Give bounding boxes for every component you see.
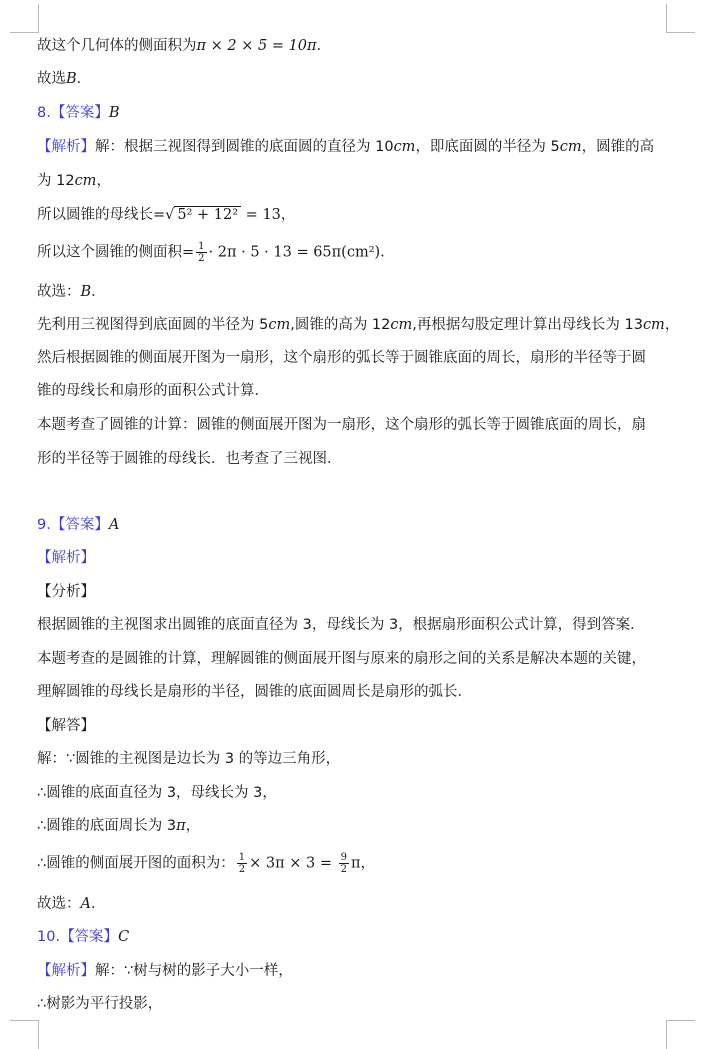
unit: cm	[559, 139, 582, 155]
text-line	[37, 894, 105, 914]
analysis-tag: 【解析】	[37, 963, 95, 979]
text-span: 先利用三视图得到底面圆的半径为 5	[37, 317, 269, 333]
text-line	[37, 315, 679, 335]
text-line: 然后根据圆锥的侧面展开图为一扇形，这个扇形的弧长等于圆锥底面的周长，扇形的半径等于圆	[37, 350, 646, 366]
denominator: 2	[238, 864, 246, 875]
math-symbol: π	[176, 818, 186, 834]
corner-mark-bottom-right	[666, 1020, 695, 1049]
text-span: 为 12	[37, 173, 75, 189]
fraction	[196, 241, 206, 264]
unit: cm	[74, 173, 97, 189]
answer-line-q8	[37, 103, 120, 123]
text-line: 本题考查的是圆锥的计算，理解圆锥的侧面展开图与原来的扇形之间的关系是解决本题的关键，	[37, 651, 646, 667]
section-tag: 【分析】	[37, 584, 95, 600]
section-tag: 【解答】	[37, 718, 95, 734]
text-span: 所以圆锥的母线长=	[37, 207, 166, 223]
text-span: 故这个几何体的侧面积为	[37, 38, 197, 54]
text-span: 所以这个圆锥的侧面积=	[37, 244, 195, 261]
text-span: ．	[90, 896, 106, 912]
answer-letter: B	[80, 284, 92, 300]
corner-mark-bottom-left	[10, 1020, 39, 1049]
text-line	[37, 961, 293, 981]
text-span: ，	[185, 818, 201, 834]
text-line	[37, 852, 375, 875]
answer-letter: A	[80, 896, 91, 912]
text-line: 根据圆锥的主视图求出圆锥的底面直径为 3，母线长为 3，根据扇形面积公式计算，得到答案．	[37, 617, 645, 633]
answer-letter: A	[108, 517, 120, 533]
fraction	[339, 852, 349, 875]
text-span: 故选：	[37, 284, 81, 300]
text-line: 形的半径等于圆锥的母线长．也考查了三视图．	[37, 451, 342, 467]
numerator: 1	[198, 241, 205, 252]
text-span: ，	[96, 173, 111, 189]
denominator: 2	[340, 864, 347, 875]
math-expression: π，	[350, 855, 375, 872]
corner-mark-top-right	[666, 4, 695, 33]
radicand: 5² + 12²	[174, 206, 241, 223]
text-line	[37, 205, 295, 225]
text-line	[37, 69, 91, 89]
question-number: 8.	[37, 105, 51, 121]
text-line	[37, 282, 106, 302]
unit: cm	[390, 317, 413, 333]
denominator: 2	[198, 253, 205, 264]
text-line	[37, 241, 385, 264]
text-span: ，即底面圆的半径为 5	[415, 139, 560, 155]
analysis-tag: 【解析】	[37, 550, 95, 566]
analysis-tag: 【解析】	[37, 139, 95, 155]
text-line	[37, 171, 111, 191]
answer-tag: 【答案】	[60, 929, 119, 945]
unit: cm	[393, 139, 416, 155]
sqrt-expression: √ 5² + 12²	[165, 205, 241, 225]
text-span: ．	[316, 38, 332, 54]
text-line	[37, 36, 331, 56]
question-number: 10.	[37, 929, 61, 945]
math-expression: · 2π · 5 · 13 = 65π(cm²).	[208, 244, 385, 261]
text-span: 故选：	[37, 896, 81, 912]
text-line: 本题考查了圆锥的计算：圆锥的侧面展开图为一扇形，这个扇形的弧长等于圆锥底面的周长，扇	[37, 417, 646, 433]
answer-line-q10	[37, 927, 129, 947]
text-span: 解：根据三视图得到圆锥的底面圆的直径为 10	[95, 139, 394, 155]
math-expression: B	[66, 71, 77, 87]
fraction	[237, 852, 247, 875]
numerator: 1	[238, 852, 246, 863]
answer-line-q9	[37, 515, 119, 535]
text-line: ∴树影为平行投影，	[37, 996, 163, 1012]
math-expression: π × 2 × 5 = 10π	[196, 38, 317, 54]
unit: cm	[642, 317, 665, 333]
text-line: 解：∵圆锥的主视图是边长为 3 的等边三角形，	[37, 751, 341, 767]
corner-mark-top-left	[10, 4, 39, 33]
answer-tag: 【答案】	[50, 517, 109, 533]
text-span: ，	[664, 317, 680, 333]
text-line	[37, 137, 654, 157]
numerator: 9	[340, 852, 347, 863]
question-number: 9.	[37, 517, 51, 533]
text-span: ，圆锥的高	[581, 139, 655, 155]
text-span: ∴圆锥的底面周长为 3	[37, 818, 177, 834]
text-line	[37, 816, 200, 836]
answer-letter: C	[118, 929, 130, 945]
text-span: 解：∵树与树的影子大小一样，	[95, 963, 293, 979]
math-expression: = 13，	[241, 207, 296, 223]
answer-letter: B	[108, 105, 120, 121]
text-span: ,再根据勾股定理计算出母线长为 13	[412, 317, 643, 333]
unit: cm	[268, 317, 291, 333]
text-span: ．	[91, 284, 106, 300]
text-span: ．	[76, 71, 92, 87]
text-span: ,圆锥的高为 12	[290, 317, 391, 333]
text-span: ∴圆锥的侧面展开图的面积为：	[37, 855, 235, 872]
text-line: ∴圆锥的底面直径为 3，母线长为 3，	[37, 785, 277, 801]
text-line: 理解圆锥的母线长是扇形的半径，圆锥的底面圆周长是扇形的弧长．	[37, 684, 472, 700]
text-span: 故选	[37, 71, 66, 87]
math-expression: × 3π × 3 =	[249, 855, 337, 872]
answer-tag: 【答案】	[50, 105, 109, 121]
text-line: 锥的母线长和扇形的面积公式计算．	[37, 383, 269, 399]
